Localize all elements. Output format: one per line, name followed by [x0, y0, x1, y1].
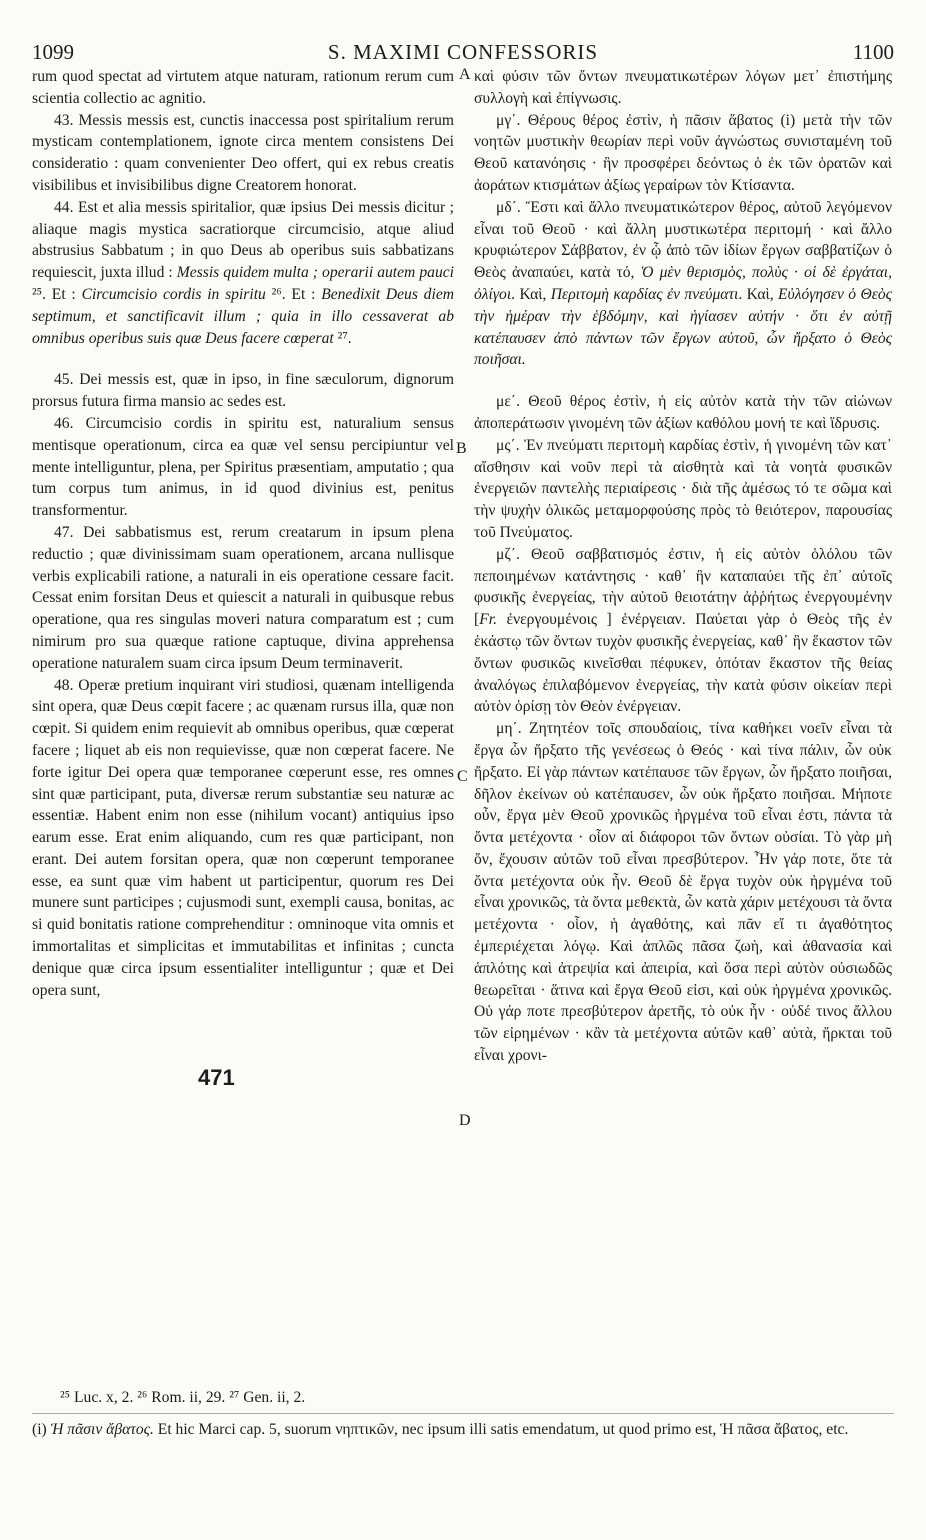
- latin-paragraph: 47. Dei sabbatismus est, rerum creatarum in ipsum plena reductio ; quæ divinissimam suam operationem, arcana nullisque verbis explicabili ratione, a naturali in eis operatione cessare facit. Cessat enim forsitan Deus et quiescit a naturali in quibusque rebus operatione, qua res singulas moveri natura comparatum est ; cum nimirum pro sua quæque ratione captuque, divina apprehensa operatione naturalem suam circa ipsum Deum terminaverit.: [32, 523, 454, 672]
- margin-marker: B: [456, 440, 467, 457]
- variant-siglum: Fr.: [479, 611, 497, 629]
- footnote-ref: ²⁵. Et :: [32, 285, 82, 303]
- text: . Καὶ,: [511, 285, 551, 303]
- footnote-ref: ²⁷.: [333, 329, 352, 347]
- text: μδ΄. Ἔστι καὶ ἄλλο πνευματικώτερον θέρος, αὐτοῦ λεγόμενον εἶναι τοῦ Θεοῦ · καὶ ἄλλη μυστικωτέρα περιτομή · καὶ ἄλλο κρυφιώτερον Σάββατον, ἐν ᾧ ἀπὸ τῶν ἰδίων ἔργων σαββατίζων ὁ Θεὸς ἀναπαύει, κατὰ τό,: [474, 198, 892, 282]
- latin-paragraph: 43. Messis messis est, cunctis inaccessa post spiritalium rerum mysticam contemplationem, ignote circa mentem consistens Dei consideratio : quam convenienter Deo offert, qui ex rebus creatis visibilibus et invisibilibus digne Creatorem honorat.: [32, 111, 454, 194]
- note-quote: Ἡ πᾶσιν ἄβατος.: [50, 1421, 154, 1438]
- text: μζ΄. Θεοῦ σαββατισμός ἐστιν, ἡ εἰς αὐτὸν ὁλόλου τῶν πεποιημένων κατάντησις · καθ᾿ ἣν καταπαύει τῆς ἐπ᾿ αὐτοῖς φυσικῆς ἐνεργείας, τὴν αὐτοῦ θειοτάτην ἀῤῥήτως ἐνεργουμένην [: [474, 545, 892, 629]
- footnote-ref: ²⁶. Et :: [265, 285, 322, 303]
- margin-marker: D: [459, 1112, 471, 1129]
- scripture-quote: Circumcisio cordis in spiritu: [81, 285, 266, 303]
- greek-paragraph: με΄. Θεοῦ θέρος ἐστὶν, ἡ εἰς αὐτὸν κατὰ τὴν τῶν αἰώνων ἀποπεράτωσιν γινομένη τῶν ἀξίων καθόλου μονή τε καὶ ἵδρυσις.: [474, 393, 892, 432]
- latin-paragraph: rum quod spectat ad virtutem atque naturam, rationum rerum cum scientia collectio ac agnitio.: [32, 68, 454, 107]
- footnotes: ²⁵ Luc. x, 2. ²⁶ Rom. ii, 29. ²⁷ Gen. ii, 2.: [60, 1389, 306, 1406]
- note-text: Et hic Marci cap. 5, suorum νηπτικῶν, nec ipsum illi satis emendatum, ut quod primo est, Ἡ πᾶσα ἄβατος, etc.: [153, 1421, 849, 1438]
- text: 44. Est et alia messis spiritalior, quæ ipsius Dei messis dicitur ; aliaque magis mystica sacratiorque circumcisio, atque aliud abstrusius Sabbatum ; in quo Deus ab operibus suis sabbatizans requiescit, juxta illud :: [32, 198, 454, 282]
- greek-paragraph: μγ΄. Θέρους θέρος ἐστὶν, ἡ πᾶσιν ἄβατος (i) μετὰ τὴν τῶν νοητῶν μυστικὴν θεωρίαν περὶ νοῦν ἀγνώστως συνισταμένη τοῦ Θεοῦ κατανόησις · ἣν προσφέρει δεόντως ὁ ἐκ τῶν ὁρατῶν καὶ ἀοράτων κτισμάτων ἀξίως γεραίρων τὸν Κτίσαντα.: [474, 111, 892, 194]
- text: . Καὶ,: [738, 285, 779, 303]
- scripture-quote: Ὁ μὲν θερισμὸς, πολὺς · οἱ δὲ ἐργάται, ὀλίγοι: [474, 264, 892, 303]
- running-header: [32, 40, 894, 66]
- divider: [32, 1413, 894, 1414]
- greek-column: [474, 66, 892, 1067]
- scripture-quote: Benedixit Deus diem septimum, et sanctificavit illum ; quia in illo cessaverat ab omnibus operibus suis quæ Deus facere cœperat: [32, 285, 454, 347]
- latin-paragraph: 45. Dei messis est, quæ in ipso, in fine sæculorum, dignorum prorsus futura firma mansio ac sedes est.: [32, 371, 454, 411]
- editorial-note: [32, 1419, 894, 1440]
- greek-paragraph: [474, 197, 892, 371]
- greek-paragraph: [474, 544, 892, 718]
- latin-column: [32, 66, 454, 1001]
- scripture-quote: Messis quidem multa ; operarii autem pauci: [176, 264, 454, 282]
- greek-paragraph: μς΄. Ἐν πνεύματι περιτομὴ καρδίας ἐστὶν, ἡ γινομένη τῶν κατ᾿ αἴσθησιν καὶ νοῦν περὶ τὰ αἰσθητὰ καὶ τὰ νοητὰ φυσικῶν ἐνεργειῶν παντελὴς περιαίρεσις · διὰ τῆς ἀμέσως τό τε σῶμα καὶ τὴν ψυχὴν ὁλικῶς μεταμορφούσης πρὸς τὸ θειότερον, παρουσίας τοῦ Πνεύματος.: [474, 436, 892, 541]
- page-number-inline: 471: [198, 1065, 235, 1090]
- margin-marker: C: [457, 768, 468, 785]
- column-number-right: 1100: [852, 40, 894, 64]
- greek-paragraph: μη΄. Ζητητέον τοῖς σπουδαίοις, τίνα καθήκει νοεῖν εἶναι τὰ ἔργα ὧν ἤρξατο τῆς γενέσεως ὁ Θεός · καὶ τίνα πάλιν, ὧν οὐκ ἤρξατο. Εἰ γὰρ πάντων κατέπαυσε τῶν ἔργων, ὧν ἤρξατο ποιῆσαι, δῆλον ἐκείνων οὐ κατέπαυσεν, ὧν οὐκ ἤρξατο ποιῆσαι. Μήποτε οὖν, ἔργα μὲν Θεοῦ χρονικῶς ἠργμένα τοῦ εἶναι ἐστι, πάντα τὰ ὄντα μετέχοντα · οἷον αἱ διάφοροι τῶν ὄντων οὐσίαι. Τὸ γὰρ μὴ ὄν, ἔχουσιν αὐτῶν τοῦ εἶναι πρεσβύτερον. Ἦν γάρ ποτε, ὅτε τὰ ὄντα μετέχοντα οὐκ ἦν. Θεοῦ δὲ ἔργα τυχὸν οὐκ ἠργμένα τοῦ εἶναι χρονικῶς, τὰ ὄντα μεθεκτὰ, ὧν κατὰ χάριν μετέχουσι τὰ ὄντα μετέχοντα · οἷον, ἡ ἀγαθότης, καὶ πᾶν εἴ τι ἀγαθότητος ἐμπεριέχεται λόγῳ. Καὶ ἁπλῶς πᾶσα ζωὴ, καὶ ἀθανασία καὶ ἁπλότης καὶ ἀτρεψία καὶ ἀπειρία, καὶ ὅσα περὶ αὐτὸν οὐσιωδῶς θεωρεῖται · ἅτινα καὶ ἔργα Θεοῦ εἰσι, καὶ οὐκ ἠργμένα χρονικῶς. Οὐ γάρ ποτε πρεσβύτερον ἀρετῆς, τὸ οὐκ ἦν · οὐδέ τινος ἄλλου τῶν εἰρημένων · κἂν τὰ μετέχοντα αὐτῶν καθ᾿ αὐτὰ, ἤρκται τοῦ εἶναι χρονι-: [474, 720, 892, 1065]
- scripture-quote: Περιτομὴ καρδίας ἐν πνεύματι: [550, 285, 739, 303]
- note-label: (i): [32, 1421, 51, 1438]
- greek-paragraph: καὶ φύσιν τῶν ὄντων πνευματικωτέρων λόγων μετ᾿ ἐπιστήμης συλλογὴ καὶ ἐπίγνωσις.: [474, 68, 892, 107]
- scripture-quote: Εὐλόγησεν ὁ Θεὸς τὴν ἡμέραν τὴν ἑβδόμην, καὶ ἡγίασεν αὐτήν · ὅτι ἐν αὐτῇ κατέπαυσεν ἀπὸ πάντων τῶν ἔργων αὐτοῦ, ὧν ἤρξατο ὁ Θεὸς ποιῆσαι.: [474, 285, 892, 369]
- column-number-left: 1099: [32, 40, 74, 64]
- latin-paragraph: 46. Circumcisio cordis in spiritu est, naturalium sensus mentisque operationum, circa ea quæ vel sensu percipiuntur vel mente intelliguntur, plena, per Spiritus præsentiam, amputatio ; qua tum corpus tum animus, in id quod divinius est, penitus transformentur.: [32, 414, 454, 520]
- running-title: S. MAXIMI CONFESSORIS: [327, 40, 599, 64]
- latin-paragraph: [32, 197, 454, 350]
- text: ἐνεργουμένοις ] ἐνέργειαν. Παύεται γὰρ ὁ Θεὸς τῆς ἐν ἑκάστῳ τῶν ὄντων τυχὸν φυσικῆς ἐνεργείας, καθ᾿ ἣν ἕκαστον τῶν ὄντων φυσικῶς κινεῖσθαι πέφυκεν, ὁπόταν ἕκαστον τῆς θείας ἀναλόγως ἐπιλαβόμενον ἐνεργείας, τὴν κατὰ φύσιν οἰκείαν περὶ αὐτὸν ὁρίσῃ τὸν Θεὸν ἐνέργειαν.: [474, 611, 892, 716]
- latin-paragraph: 48. Operæ pretium inquirant viri studiosi, quænam intelligenda sint opera, quæ Deus cœpit facere ; ac quænam rursus illa, quæ non cœpit. Si quidem enim requievit ab omnibus operibus, quæ cœperat facere ; liquet ab eis non requievisse, quæ non cœperat facere. Ne forte igitur Dei opera quæ temporanee cœperunt esse, res omnes sint quæ participant, puta, diversæ rerum substantiæ seu naturæ ac essentiæ. Habent enim non esse (nihilum vocant) antiquius ipso earum esse. Erat enim aliquando, cum res quæ participant, non erant. Dei autem forsitan opera, quæ non cœperunt temporanee esse, ea sunt quæ vim habent ut participentur, quorum res Dei munere sunt participes ; cujusmodi sunt, exempli causa, bonitas, ac si quid bonitatis ratione comprehenditur : omninoque vita omnis et immortalitas et simplicitas et immutabilitas et infinitas ; cuncta denique quæ circa ipsum essentialiter intelliguntur ; quæ et Dei opera sunt,: [32, 676, 454, 999]
- margin-marker: A: [459, 66, 471, 83]
